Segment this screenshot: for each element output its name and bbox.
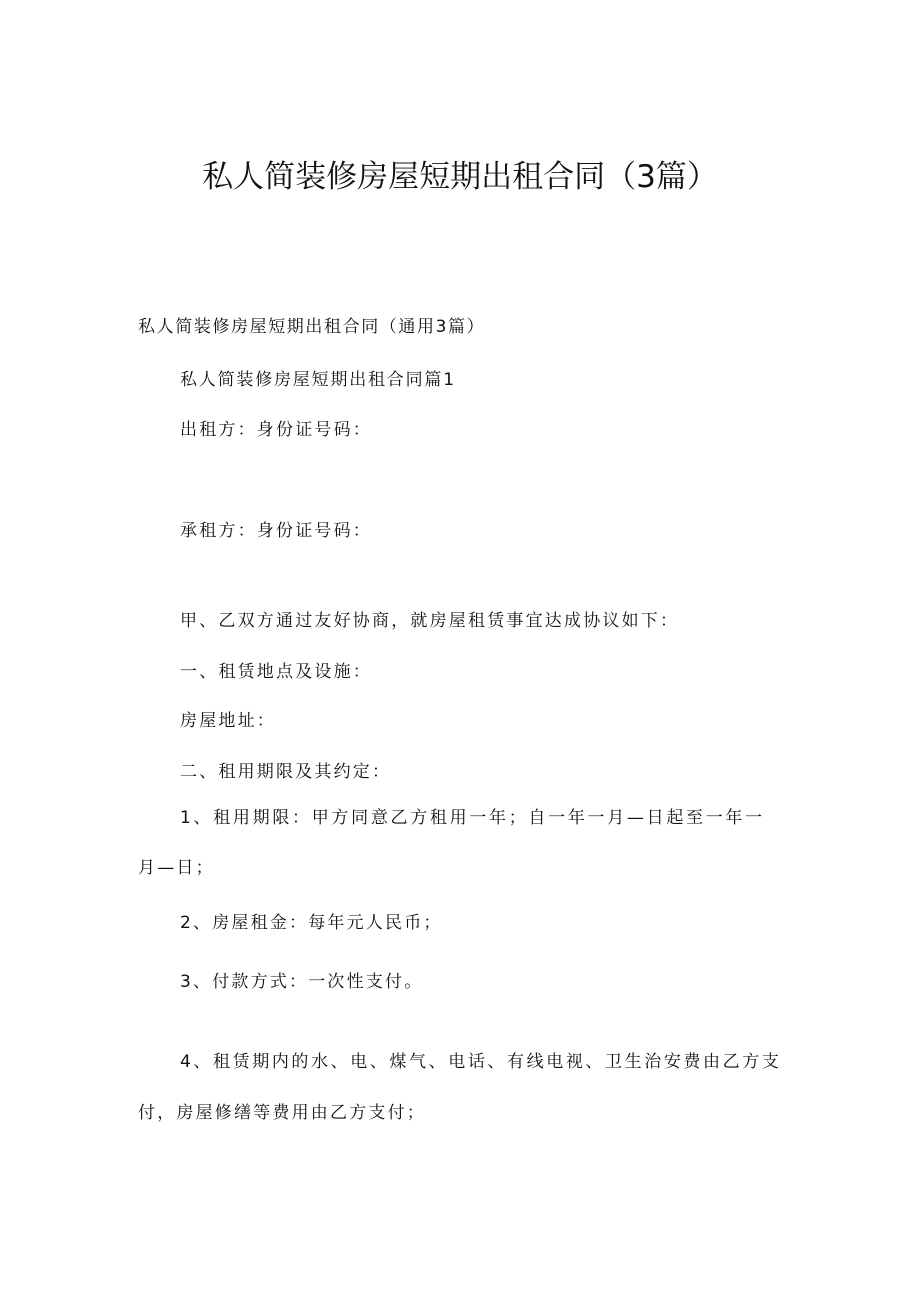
document-title: 私人简装修房屋短期出租合同（3篇） <box>202 159 718 195</box>
item4-line2: 付，房屋修缮等费用由乙方支付； <box>138 1103 426 1123</box>
item4-line1: 4、租赁期内的水、电、煤气、电话、有线电视、卫生治安费由乙方支 <box>180 1052 782 1072</box>
clause2-heading: 二、租用期限及其约定： <box>180 762 392 782</box>
agreement-line: 甲、乙双方通过友好协商，就房屋租赁事宜达成协议如下： <box>180 611 680 631</box>
address-line: 房屋地址： <box>180 711 276 731</box>
lessee-line: 承租方：身份证号码： <box>180 521 372 541</box>
item1-line2: 月—日； <box>138 858 215 878</box>
lessor-line: 出租方：身份证号码： <box>180 420 372 440</box>
intro-line: 私人简装修房屋短期出租合同（通用3篇） <box>138 317 486 337</box>
clause1-heading: 一、租赁地点及设施： <box>180 662 372 682</box>
item3-line: 3、付款方式：一次性支付。 <box>180 972 424 992</box>
item1-line1: 1、租用期限：甲方同意乙方租用一年；自一年一月—日起至一年一 <box>180 808 765 828</box>
section-heading: 私人简装修房屋短期出租合同篇1 <box>180 370 456 390</box>
item2-line: 2、房屋租金：每年元人民币； <box>180 913 443 933</box>
